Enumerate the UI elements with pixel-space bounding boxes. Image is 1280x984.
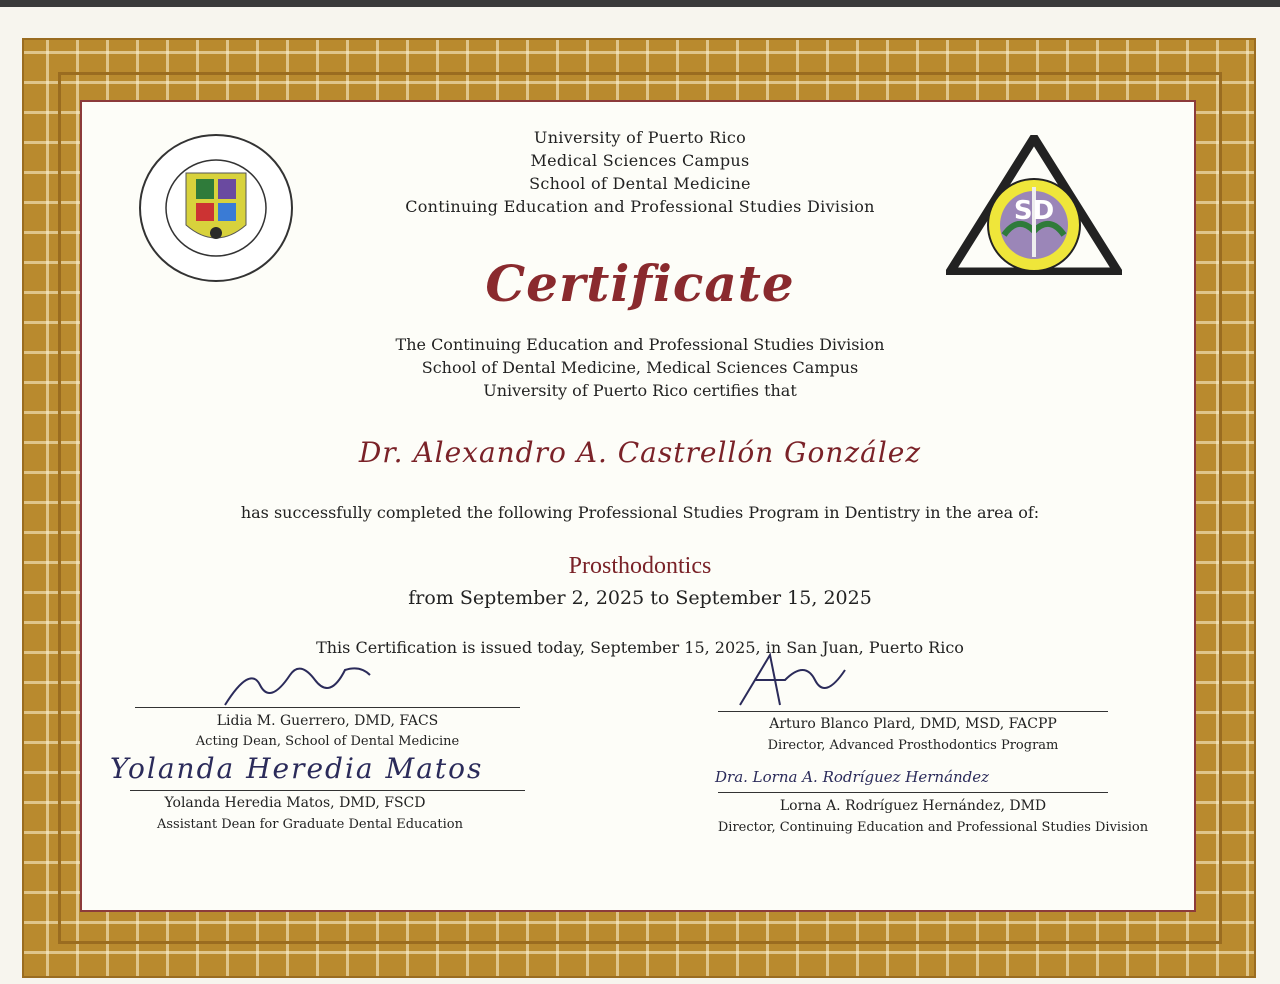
certificate-title: Certificate <box>485 254 795 313</box>
signatory-4-name: Lorna A. Rodríguez Hernández, DMD <box>779 798 1047 814</box>
program-name: Prosthodontics <box>568 553 712 579</box>
signature-line-1 <box>135 707 520 708</box>
header-campus: Medical Sciences Campus <box>530 151 750 170</box>
header-division: Continuing Education and Professional Studies Division <box>405 197 875 216</box>
signatory-4-title: Director, Continuing Education and Professional Studies Division <box>717 820 1149 835</box>
signature-line-2 <box>718 711 1108 712</box>
signatory-3-name: Yolanda Heredia Matos, DMD, FSCD <box>164 795 426 811</box>
intro-line-1: The Continuing Education and Professional Studies Division <box>395 335 885 354</box>
header-university: University of Puerto Rico <box>533 128 747 147</box>
window-top-bar <box>0 0 1280 7</box>
handwritten-signature-4: Dra. Lorna A. Rodríguez Hernández <box>715 768 990 786</box>
signature-line-3 <box>130 790 525 791</box>
signature-line-4 <box>718 792 1108 793</box>
signatory-2-title: Director, Advanced Prosthodontics Program <box>767 738 1059 753</box>
signatory-3-title: Assistant Dean for Graduate Dental Education <box>156 817 463 832</box>
right-seal-monogram: SD <box>1013 196 1055 226</box>
signatory-2-name: Arturo Blanco Plard, DMD, MSD, FACPP <box>769 716 1057 732</box>
signatory-1-name: Lidia M. Guerrero, DMD, FACS <box>216 713 439 729</box>
intro-line-3: University of Puerto Rico certifies that <box>483 381 797 400</box>
header-school: School of Dental Medicine <box>529 174 751 193</box>
signature-scribble-2 <box>735 650 855 712</box>
signatory-1-title: Acting Dean, School of Dental Medicine <box>195 734 460 749</box>
signature-scribble-1 <box>220 655 380 710</box>
issued-statement: This Certification is issued today, September 15, 2025, in San Juan, Puerto Rico <box>316 638 964 657</box>
handwritten-signature-3: Yolanda Heredia Matos <box>110 752 484 785</box>
completion-statement: has successfully completed the following Professional Studies Program in Dentistry in the area of: <box>240 503 1040 522</box>
intro-line-2: School of Dental Medicine, Medical Sciences Campus <box>421 358 859 377</box>
program-dates: from September 2, 2025 to September 15, 2025 <box>408 587 872 609</box>
recipient-name: Dr. Alexandro A. Castrellón González <box>358 436 922 469</box>
